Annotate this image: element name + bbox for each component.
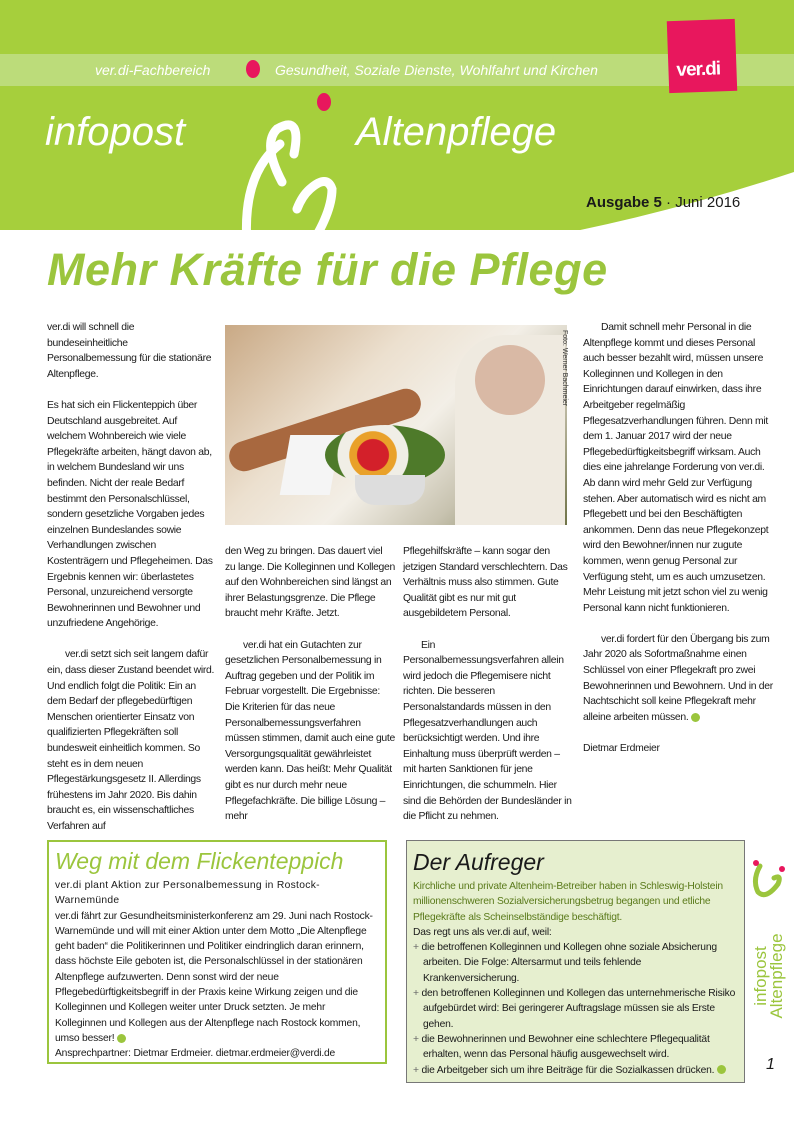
list-item: + die Bewohnerinnen und Bewohner eine schlechtere Pflegequalität erhalten, wenn das Personal häufig ausgewechselt wird. bbox=[413, 1032, 738, 1063]
heart-logo-icon bbox=[750, 860, 786, 904]
box-intro: Kirchliche und private Altenheim-Betreiber haben in Schleswig-Holstein millionenschweren Sozialversicherungsbetrug begangen und etliche Pflegekräfte als Scheinselbständige beschäftigt. bbox=[413, 881, 723, 923]
paragraph: ver.di hat ein Gutachten zur gesetzlichen Personalbemessung in Auftrag gegeben und der Politik im Februar vorgestellt. Die Ergebnisse: Die Kriterien für das neue Personalbemessungsverfahren müssen stimmen, damit auch eine gute Versorgungsqualität gewährleistet werden kann. Das heißt: Mehr Qualität gibt es nur durch mehr neue Pflegefachkräfte. Die billige Lösung – mehr bbox=[225, 639, 395, 823]
article-photo bbox=[225, 325, 567, 525]
box-lead: Das regt uns als ver.di auf, weil: bbox=[413, 926, 552, 938]
photo-credit: Foto: Werner Bachmeier bbox=[561, 330, 568, 407]
box-title: Weg mit dem Flickenteppich bbox=[55, 848, 344, 874]
box-body: ver.di fährt zur Gesundheitsministerkonferenz am 29. Juni nach Rostock-Warnemünde und will mit einer Aktion unter dem Motto „Die Altenpflege geht baden“ die Politikerinnen und Politiker eindringlich daran erinnern, dass höchste Eile geboten ist, die Personalschlüssel in der stationären Altenpflege aufzuwerten. Denn sonst wird der neue Pflegebedürftigkeitsbegriff in der Praxis keine Wirkung zeigen und die Kolleginnen und Kollegen weiter unter Druck setzten. Je mehr Kolleginnen und Kollegen aus der Altenpflege nach Rostock kommen, umso besser! bbox=[55, 910, 373, 1044]
verdi-logo: ver.di bbox=[667, 19, 737, 93]
box-aufreger bbox=[406, 840, 745, 1083]
sidebar-logo bbox=[742, 860, 792, 1030]
page-number: 1 bbox=[766, 1056, 775, 1073]
paragraph: ver.di will schnell die bundeseinheitliche Personalbemessung für die stationäre Altenpflege. bbox=[47, 322, 212, 380]
end-mark-icon bbox=[717, 1065, 726, 1074]
sidebar-title-bottom: Altenpflege bbox=[767, 933, 786, 1019]
paragraph: Es hat sich ein Flickenteppich über Deutschland ausgebreitet. Auf welchem Wohnbereich wie viele Pflegekräfte arbeiten, hängt davon ab, in welchem Bundesland wir uns befinden. Nicht der reale Bedarf bestimmt den Personalschlüssel, sondern gesetzliche Vorgaben jedes einzelnen Bundeslandes sowie Verhandlungen zwischen Kostenträgern und Pflegeheimen. Das Ergebnis kennen wir: überlastetes Personal, unzureichend versorgte Bewohnerinnen und Bewohner und unzufriedene Angehörige. bbox=[47, 399, 213, 630]
contact-label: Ansprechpartner: Dietmar Erdmeier. bbox=[55, 1048, 214, 1060]
paragraph: Pflegehilfskräfte – kann sogar den jetzigen Standard verschlechtern. Das Verhältnis muss also stimmen. Gute Qualität gibt es nur mit gut ausgebildetem Personal. bbox=[403, 546, 568, 620]
logo-dot-icon bbox=[246, 60, 260, 78]
box-flickenteppich bbox=[47, 840, 387, 1064]
article-column-2 bbox=[225, 544, 395, 840]
list-item: + die Arbeitgeber sich um ihre Beiträge für die Sozialkassen drücken. bbox=[413, 1063, 738, 1078]
end-mark-icon bbox=[117, 1034, 126, 1043]
article-column-1 bbox=[47, 320, 217, 850]
paragraph: ver.di fordert für den Übergang bis zum Jahr 2020 als Sofortmaßnahme einen Schlüssel von einer Pflegekraft pro zwei Bewohnerinnen und Bewohnern. Und in der Nachtschicht soll keine Pflegekraft mehr alleine arbeiten müssen. bbox=[583, 633, 773, 723]
paragraph: den Weg zu bringen. Das dauert viel zu lange. Die Kolleginnen und Kollegen auf den Wohnbereichen sind längst an ihrer Belastungsgrenze. Die Pflege braucht mehr Kräfte. Jetzt. bbox=[225, 546, 395, 620]
sidebar-title-top: infopost bbox=[751, 946, 770, 1006]
issue-info: Ausgabe 5 · Juni 2016 bbox=[586, 194, 741, 211]
article-column-3 bbox=[403, 544, 573, 840]
list-item: + die betroffenen Kolleginnen und Kollegen ohne soziale Absicherung arbeiten. Die Folge: Altersarmut und teils fehlende Krankenversicherung. bbox=[413, 940, 738, 986]
box-title: Der Aufreger bbox=[413, 849, 544, 875]
article-column-4 bbox=[583, 320, 775, 772]
list-item: + den betroffenen Kolleginnen und Kollegen das unternehmerische Risiko aufgebürdet wird: Bei geringerer Auftragslage müssen sie als Erste gehen. bbox=[413, 986, 738, 1032]
paragraph: Damit schnell mehr Personal in die Altenpflege kommt und dieses Personal auch besser bezahlt wird, müssen unsere Kolleginnen und Kollegen in den Einrichtungen darauf einwirken, dass ihre Arbeitgeber regelmäßig Pflegesatzverhandlungen führen. Denn mit dem 1. Januar 2017 wird der neue Pflegebedürftigkeitsbegriff wirksam. Auch dies eine jahrelange Forderung von ver.di. Ab dann wird mehr Geld zur Verfügung stehen. Aber automatisch wird es nicht am Pflegebett und bei den Beschäftigten ankommen. Denn das neue Pflegekonzept wird den Bewohner/innen nur zugute kommen, wenn genug Personal zur Verfügung steht, um es auch umzusetzen. Mehr Leistung mit jetzt schon viel zu wenig Personal kann nicht funktionieren. bbox=[583, 322, 769, 614]
title-altenpflege: Altenpflege bbox=[356, 110, 557, 154]
box-subtitle: ver.di plant Aktion zur Personalbemessung in Rostock-Warnemünde bbox=[55, 880, 320, 907]
paragraph: Ein Personalbemessungsverfahren allein wird jedoch die Pflegemisere nicht richten. Die besseren Personalstandards müssen in den Pflegesatzverhandlungen auch berücksichtigt werden. Und ihre Einhaltung muss überprüft werden – mit harten Sanktionen für jene Einrichtungen, die schummeln. Hier sind die Behörden der Bundesländer in die Pflicht zu nehmen. bbox=[403, 639, 572, 823]
article-headline: Mehr Kräfte für die Pflege bbox=[47, 244, 608, 295]
sector-label: Gesundheit, Soziale Dienste, Wohlfahrt und Kirchen bbox=[275, 62, 598, 78]
paragraph: ver.di setzt sich seit langem dafür ein, dass dieser Zustand beendet wird. Und endlich folgt die Politik: Ein an dem Bedarf der pflegebedürftigen Menschen orientierter Einsatz von qualifizierten Pflegekräften soll bundesweit einheitlich kommen. So steht es in dem neuen Pflegestärkungsgesetz II. Allerdings frühestens im Jahr 2020. Bis dahin braucht es, ein wissenschaftliches Verfahren auf bbox=[47, 649, 215, 832]
end-mark-icon bbox=[691, 713, 700, 722]
department-label: ver.di-Fachbereich bbox=[95, 62, 211, 78]
article-author: Dietmar Erdmeier bbox=[583, 743, 660, 755]
title-infopost: infopost bbox=[45, 110, 186, 154]
contact-email-link[interactable]: dietmar.erdmeier@verdi.de bbox=[215, 1048, 336, 1060]
